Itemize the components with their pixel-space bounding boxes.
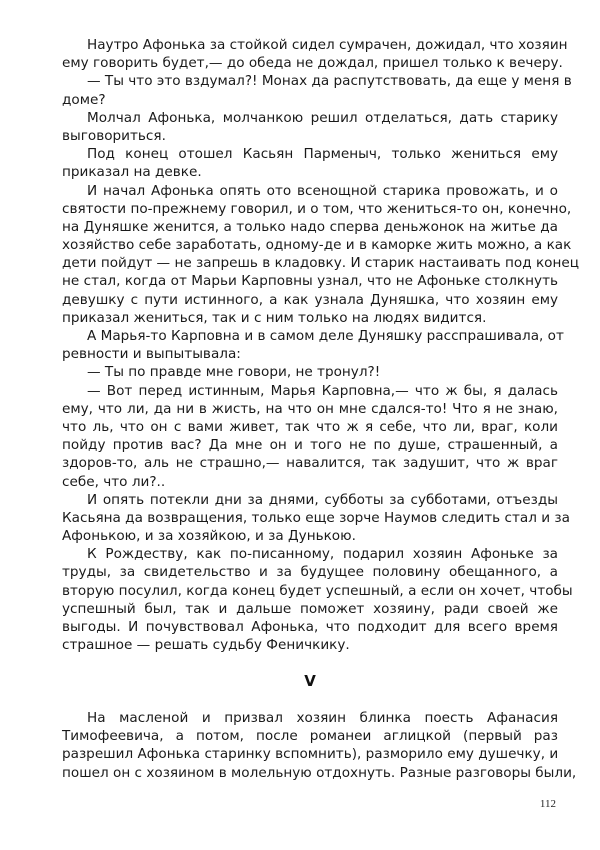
text-line: вторую посулил, когда конец будет успешный, а если он хочет, чтобы — [62, 582, 573, 599]
text-line: — Ты по правде мне говори, не тронул?! — [87, 364, 381, 381]
paragraph — [62, 491, 570, 546]
text-line: приказал жениться, так и с ним только на людях видится. — [62, 309, 487, 326]
text-line: труды, за свидетельство и за будущее половину обещанного, а — [62, 564, 558, 581]
paragraph — [62, 145, 558, 181]
paragraph — [62, 327, 564, 363]
text-line: Наутро Афонька за стойкой сидел сумрачен, дожидал, что хозяин — [87, 37, 568, 53]
text-line: успешный был, так и дальше поможет хозяину, ради своей же — [62, 600, 558, 617]
text-line: не стал, когда от Марьи Карповны узнал, что не Афоньке столкнуть — [62, 273, 558, 290]
paragraph — [62, 36, 568, 72]
chapter-heading: V — [304, 672, 316, 690]
text-line: На масленой и призвал хозяин блинка поесть Афанасия — [87, 710, 558, 726]
text-line: дети пойдут — не запрешь в кладовку. И старик настаивать под конец — [62, 255, 579, 272]
text-line: И начал Афонька опять ото всенощной старика провожать, и о — [87, 182, 558, 199]
text-line: Тимофеевича, а потом, после романеи аглицкой (первый раз — [62, 728, 558, 745]
text-line: хозяйство себе заработать, одному-де и в каморке жить можно, а как — [62, 237, 572, 254]
text-line: пойду против вас? Да мне он и того не по душе, страшенный, а — [62, 437, 558, 454]
text-line: святости по-прежнему говорил, и о том, что жениться-то он, конечно, — [62, 200, 572, 217]
text-line: Молчал Афонька, молчанкою решил отделаться, дать старику — [87, 109, 558, 126]
text-line: ему говорить будет,— до обеда не дождал, пришел только к вечеру. — [62, 55, 563, 72]
text-line: Под конец отошел Касьян Парменыч, только жениться ему — [87, 146, 558, 163]
text-line: приказал на девке. — [62, 164, 202, 181]
paragraph — [62, 182, 579, 328]
paragraph — [62, 709, 577, 782]
paragraph — [62, 545, 573, 654]
text-line: себе, что ли?.. — [62, 473, 166, 490]
paragraph — [62, 363, 558, 381]
page-number: 112 — [539, 798, 556, 810]
text-body-bottom — [62, 709, 577, 782]
paragraph — [62, 382, 558, 491]
text-line: Касьяна да возвращения, только еще зорче Наумов следить стал и за — [62, 509, 570, 526]
text-line: страшное — решать судьбу Феничкику. — [62, 637, 350, 654]
text-line: ревности и выпытывала: — [62, 346, 241, 363]
text-line: разрешил Афонька старинку вспомнить), разморило ему душечку, и — [62, 746, 559, 763]
paragraph — [62, 109, 558, 145]
text-line: доме? — [62, 91, 106, 108]
text-line: пошел он с хозяином в молельную отдохнуть. Разные разговоры были, — [62, 764, 577, 781]
text-line: — Вот перед истинным, Марья Карповна,— что ж бы, я далась — [87, 382, 558, 399]
text-line: Афонькою, и за хозяйкою, и за Дунькою. — [62, 528, 356, 545]
text-line: здоров-то, аль не страшно,— навалится, так задушит, что ж враг — [62, 455, 558, 472]
text-line: ему, что ли, да ни в жисть, на что он мне сдался-то! Что я не знаю, — [62, 400, 558, 417]
text-line: — Ты что это вздумал?! Монах да распутствовать, да еще у меня в — [87, 73, 572, 90]
text-line: выговориться. — [62, 127, 166, 144]
text-line: И опять потекли дни за днями, субботы за субботами, отъезды — [87, 491, 558, 508]
text-line: выгоды. И почувствовал Афонька, что подходит для всего время — [62, 619, 558, 635]
text-line: на Дуняшке женится, а только надо сперва деньжонок на житье да — [62, 218, 558, 235]
text-line: А Марья-то Карповна и в самом деле Дуняшку расспрашивала, от — [87, 328, 564, 344]
paragraph — [62, 72, 572, 108]
text-line: девушку с пути истинного, а как узнала Дуняшка, что хозяин ему — [62, 291, 558, 308]
text-body-top — [62, 36, 579, 654]
text-line: что ль, что он с вами живет, так что ж я себе, что ли, враг, коли — [62, 418, 558, 435]
text-line: К Рождеству, как по-писанному, подарил хозяин Афоньке за — [87, 546, 558, 563]
